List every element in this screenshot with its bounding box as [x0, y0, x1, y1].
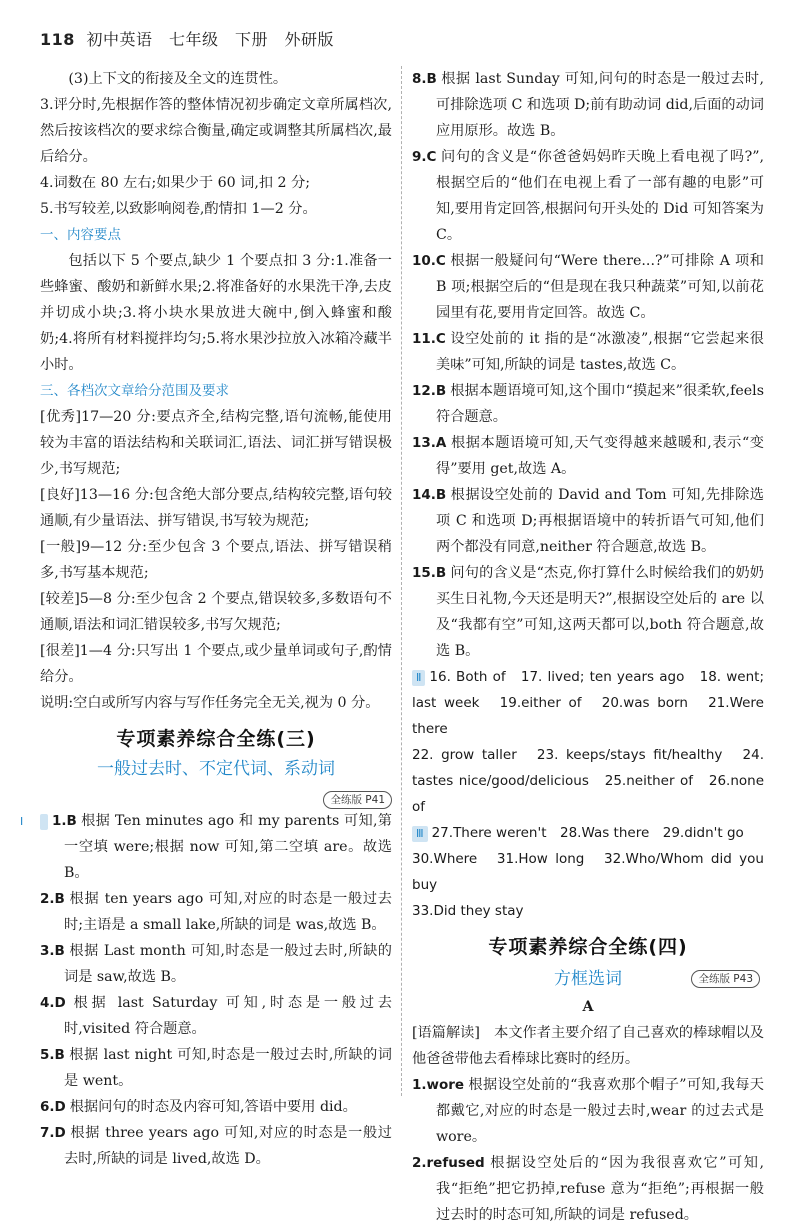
part-3-line: 30.Where 31.How long 32.Who/Whom did you buy — [412, 851, 764, 893]
answer-number: 7.D — [40, 1125, 66, 1141]
reading-note: [语篇解读] 本文作者主要介绍了自己喜欢的棒球帽以及他爸爸带他去看棒球比赛时的经历。 — [412, 1025, 764, 1067]
answer-explanation: 根据一般疑问句“Were there...?”可排除 A 项和 B 项;根据空后的“但是现在我只种蔬菜”可知,以前花园里有花,要用肯定回答。故选 C。 — [436, 253, 764, 321]
part-2-line: 16. Both of 17. lived; ten years ago 18. went; last week 19.either of 20.was born 21.Were there — [412, 669, 764, 737]
answer-number: 15.B — [412, 565, 447, 581]
answer-number: 4.D — [40, 995, 66, 1011]
answer-explanation: 根据 ten years ago 可知,对应的时态是一般过去时;主语是 a small lake,所缺的词是 was,故选 B。 — [64, 891, 392, 933]
grade-level: [很差]1—4 分:只写出 1 个要点,或少量单词或句子,酌情给分。 — [40, 643, 392, 685]
practice-4-title: 专项素养综合全练(四) — [488, 936, 688, 958]
answer-explanation: 根据 last night 可知,时态是一般过去时,所缺的词是 went。 — [64, 1047, 392, 1089]
answer-item — [40, 1094, 392, 1120]
answer-number: 2.B — [40, 891, 65, 907]
book-title: 初中英语 七年级 下册 外研版 — [86, 30, 335, 49]
answer-item — [20, 808, 392, 886]
answer-item — [412, 248, 764, 326]
answer-item — [412, 66, 764, 144]
section-title-content-points: 一、内容要点 — [40, 227, 121, 243]
answer-item — [412, 482, 764, 560]
roman-numeral-2-badge: Ⅱ — [412, 670, 425, 686]
answer-item — [40, 886, 392, 938]
right-column — [412, 66, 764, 1228]
grade-level: [良好]13—16 分:包含绝大部分要点,结构较完整,语句较通顺,有少量语法、拼写错误,书写较为规范; — [40, 487, 392, 529]
answer-number: 9.C — [412, 149, 437, 165]
answer-explanation: 问句的含义是“杰克,你打算什么时候给我们的奶奶买生日礼物,今天还是明天?”,根据设空处后的 are 以及“我都有空”可知,这两天都可以,both 符合题意,故选 B。 — [436, 565, 764, 659]
grade-level: [优秀]17—20 分:要点齐全,结构完整,语句流畅,能使用较为丰富的语法结构和关联词汇,语法、词汇拼写错误极少,书写规范; — [40, 409, 392, 477]
answer-item — [412, 430, 764, 482]
word-answer-item — [412, 1072, 764, 1150]
answer-item — [412, 378, 764, 430]
practice-3-page-tag: 全练版 P41 — [323, 791, 392, 809]
answer-explanation: 根据 Ten minutes ago 和 my parents 可知,第一空填 were;根据 now 可知,第二空填 are。故选 B。 — [64, 813, 392, 881]
writing-rule-line: 5.书写较差,以致影响阅卷,酌情扣 1—2 分。 — [40, 201, 317, 217]
answer-item — [40, 990, 392, 1042]
answer-explanation: 问句的含义是“你爸爸妈妈昨天晚上看电视了吗?”,根据空后的“他们在电视上看了一部有趣的电影”可知,要用肯定回答,根据问句开头处的 Did 可知答案为 C。 — [436, 149, 764, 243]
practice-3-title: 专项素养综合全练(三) — [116, 728, 316, 750]
answer-explanation: 根据 three years ago 可知,对应的时态是一般过去时,所缺的词是 lived,故选 D。 — [64, 1125, 392, 1167]
left-column — [20, 66, 392, 1172]
answer-item — [40, 938, 392, 990]
answer-number: 12.B — [412, 383, 447, 399]
part-3-line: 33.Did they stay — [412, 903, 524, 919]
practice-4-subtitle: 方框选词 — [554, 969, 622, 989]
answer-number: 8.B — [412, 71, 437, 87]
answer-item — [412, 560, 764, 664]
practice-4-page-tag: 全练版 P43 — [691, 970, 760, 988]
answer-explanation: 根据设空处前的“我喜欢那个帽子”可知,我每天都戴它,对应的时态是一般过去时,wear 的过去式是 wore。 — [436, 1077, 764, 1145]
answer-explanation: 根据 last Sunday 可知,问句的时态是一般过去时,可排除选项 C 和选项 D;前有助动词 did,后面的动词应用原形。故选 B。 — [436, 71, 764, 139]
answer-item — [40, 1120, 392, 1172]
answer-explanation: 根据 Last month 可知,时态是一般过去时,所缺的词是 saw,故选 B。 — [64, 943, 392, 985]
answer-number: 13.A — [412, 435, 447, 451]
answer-explanation: 根据设空处前的 David and Tom 可知,先排除选项 C 和选项 D;再根据语境中的转折语气可知,他们两个都没有同意,neither 符合题意,故选 B。 — [436, 487, 764, 555]
answer-number: 11.C — [412, 331, 446, 347]
part-2-answers — [412, 664, 764, 742]
answer-number: 1.B — [52, 813, 77, 829]
section-title-grading: 三、各档次文章给分范围及要求 — [40, 383, 229, 399]
answer-number: 3.B — [40, 943, 65, 959]
writing-rule-line: 3.评分时,先根据作答的整体情况初步确定文章所属档次,然后按该档次的要求综合衡量,确定或调整其所属档次,最后给分。 — [40, 97, 392, 165]
page-number: 118 — [40, 30, 75, 49]
scoring-note: 说明:空白或所写内容与写作任务完全无关,视为 0 分。 — [40, 695, 380, 711]
part-3-line: 27.There weren't 28.Was there 29.didn't go — [431, 825, 744, 841]
part-3-answers — [412, 820, 764, 846]
writing-rule-line: 4.词数在 80 左右;如果少于 60 词,扣 2 分; — [40, 175, 311, 191]
answer-explanation: 设空处前的 it 指的是“冰激凌”,根据“它尝起来很美味”可知,所缺的词是 tastes,故选 C。 — [436, 331, 764, 373]
practice-3-subtitle: 一般过去时、不定代词、系动词 — [97, 759, 335, 779]
answer-number: 1.wore — [412, 1077, 465, 1093]
answer-explanation: 根据设空处后的“因为我很喜欢它”可知,我“拒绝”把它扔掉,refuse 意为“拒绝”;再根据一般过去时的时态可知,所缺的词是 refused。 — [436, 1155, 764, 1223]
content-points-text: 包括以下 5 个要点,缺少 1 个要点扣 3 分:1.准备一些蜂蜜、酸奶和新鲜水果;2.将准备好的水果洗干净,去皮并切成小块;3.将小块水果放进大碗中,倒入蜂蜜和酸奶;4.将所有材料搅拌均匀;5.将水果沙拉放入冰箱冷藏半小时。 — [40, 253, 392, 373]
grade-level: [一般]9—12 分:至少包含 3 个要点,语法、拼写错误稍多,书写基本规范; — [40, 539, 392, 581]
grade-level: [较差]5—8 分:至少包含 2 个要点,错误较多,多数语句不通顺,语法和词汇错误较多,书写欠规范; — [40, 591, 392, 633]
answer-explanation: 根据本题语境可知,这个围巾“摸起来”很柔软,feels 符合题意。 — [436, 383, 764, 425]
section-a-label: A — [582, 999, 594, 1015]
answer-number: 2.refused — [412, 1155, 485, 1171]
page-header — [40, 27, 334, 50]
writing-rule-line: (3)上下文的衔接及全文的连贯性。 — [68, 71, 288, 87]
word-answer-item — [412, 1150, 764, 1228]
roman-numeral-1-badge: Ⅰ — [40, 814, 48, 830]
answer-number: 5.B — [40, 1047, 65, 1063]
answer-explanation: 根据 last Saturday 可知,时态是一般过去时,visited 符合题意。 — [64, 995, 392, 1037]
answer-item — [412, 326, 764, 378]
roman-numeral-3-badge: Ⅲ — [412, 826, 428, 842]
answer-item — [40, 1042, 392, 1094]
answer-number: 6.D — [40, 1099, 66, 1115]
answer-item — [412, 144, 764, 248]
column-divider — [401, 66, 402, 1096]
part-2-line: 22. grow taller 23. keeps/stays fit/healthy 24. tastes nice/good/delicious 25.neither of 26.none of — [412, 747, 764, 815]
answer-number: 14.B — [412, 487, 447, 503]
answer-number: 10.C — [412, 253, 446, 269]
answer-explanation: 根据本题语境可知,天气变得越来越暖和,表示“变得”要用 get,故选 A。 — [436, 435, 764, 477]
answer-explanation: 根据问句的时态及内容可知,答语中要用 did。 — [69, 1099, 357, 1115]
